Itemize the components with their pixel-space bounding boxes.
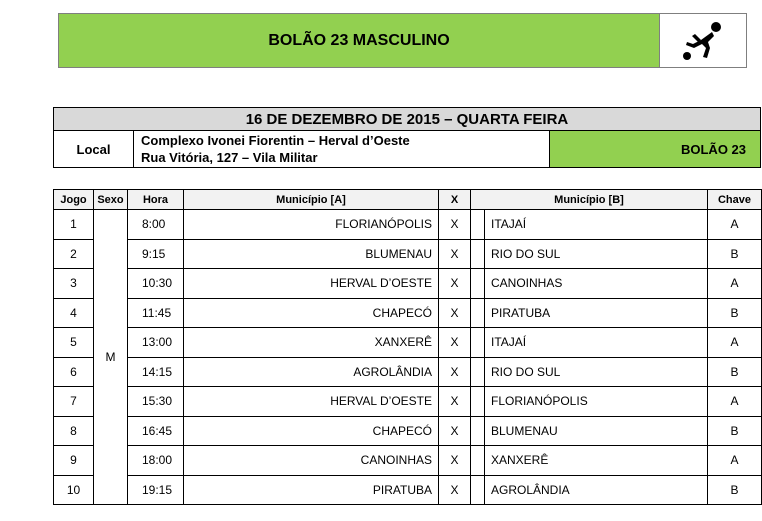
spacer-cell (471, 446, 485, 476)
municipio-a-cell: HERVAL D’OESTE (184, 387, 439, 417)
spacer-cell (471, 475, 485, 505)
municipio-a-cell: XANXERÊ (184, 328, 439, 358)
table-row (54, 475, 762, 505)
table-row (54, 239, 762, 269)
jogo-cell: 6 (54, 357, 94, 387)
jogo-cell: 8 (54, 416, 94, 446)
municipio-a-cell: FLORIANÓPOLIS (184, 210, 439, 240)
address (134, 131, 550, 168)
hora-cell: 18:00 (128, 446, 184, 476)
x-cell: X (439, 298, 471, 328)
table-row (54, 328, 762, 358)
jogo-cell: 1 (54, 210, 94, 240)
games-table (53, 189, 762, 505)
x-cell: X (439, 446, 471, 476)
municipio-b-cell: AGROLÂNDIA (485, 475, 708, 505)
jogo-cell: 9 (54, 446, 94, 476)
address-line-1: Complexo Ivonei Fiorentin – Herval d’Oeste (141, 133, 410, 148)
table-row (54, 357, 762, 387)
municipio-a-cell: PIRATUBA (184, 475, 439, 505)
chave-cell: B (708, 416, 762, 446)
chave-cell: A (708, 269, 762, 299)
header-municipio-b: Município [B] (471, 190, 708, 210)
jogo-cell: 7 (54, 387, 94, 417)
date-line: 16 DE DEZEMBRO DE 2015 – QUARTA FEIRA (54, 108, 761, 131)
header-hora: Hora (128, 190, 184, 210)
chave-cell: B (708, 239, 762, 269)
page-title: BOLÃO 23 MASCULINO (59, 14, 660, 67)
municipio-a-cell: AGROLÂNDIA (184, 357, 439, 387)
municipio-a-cell: CANOINHAS (184, 446, 439, 476)
header-x: X (439, 190, 471, 210)
header-municipio-a: Município [A] (184, 190, 439, 210)
municipio-a-cell: HERVAL D’OESTE (184, 269, 439, 299)
table-header (54, 190, 762, 210)
sexo-cell: M (94, 210, 128, 505)
municipio-b-cell: RIO DO SUL (485, 239, 708, 269)
municipio-b-cell: ITAJAÍ (485, 328, 708, 358)
municipio-b-cell: CANOINHAS (485, 269, 708, 299)
municipio-a-cell: CHAPECÓ (184, 416, 439, 446)
table-row (54, 416, 762, 446)
hora-cell: 8:00 (128, 210, 184, 240)
chave-cell: A (708, 387, 762, 417)
chave-cell: A (708, 446, 762, 476)
table-row (54, 446, 762, 476)
x-cell: X (439, 269, 471, 299)
bowler-icon (660, 14, 746, 67)
header-sexo: Sexo (94, 190, 128, 210)
jogo-cell: 2 (54, 239, 94, 269)
local-label: Local (54, 131, 134, 168)
jogo-cell: 4 (54, 298, 94, 328)
spacer-cell (471, 239, 485, 269)
hora-cell: 15:30 (128, 387, 184, 417)
chave-cell: B (708, 357, 762, 387)
table-row (54, 210, 762, 240)
hora-cell: 11:45 (128, 298, 184, 328)
municipio-b-cell: FLORIANÓPOLIS (485, 387, 708, 417)
municipio-a-cell: CHAPECÓ (184, 298, 439, 328)
x-cell: X (439, 416, 471, 446)
venue-label: BOLÃO 23 (550, 131, 761, 168)
table-row (54, 387, 762, 417)
spacer-cell (471, 328, 485, 358)
table-row (54, 269, 762, 299)
header-banner (58, 13, 747, 68)
x-cell: X (439, 239, 471, 269)
municipio-b-cell: XANXERÊ (485, 446, 708, 476)
hora-cell: 10:30 (128, 269, 184, 299)
spacer-cell (471, 357, 485, 387)
municipio-b-cell: RIO DO SUL (485, 357, 708, 387)
header-jogo: Jogo (54, 190, 94, 210)
table-row (54, 298, 762, 328)
spacer-cell (471, 269, 485, 299)
municipio-b-cell: BLUMENAU (485, 416, 708, 446)
x-cell: X (439, 475, 471, 505)
municipio-a-cell: BLUMENAU (184, 239, 439, 269)
hora-cell: 16:45 (128, 416, 184, 446)
chave-cell: B (708, 298, 762, 328)
x-cell: X (439, 387, 471, 417)
municipio-b-cell: PIRATUBA (485, 298, 708, 328)
info-table (53, 107, 761, 168)
hora-cell: 9:15 (128, 239, 184, 269)
chave-cell: A (708, 210, 762, 240)
spacer-cell (471, 210, 485, 240)
municipio-b-cell: ITAJAÍ (485, 210, 708, 240)
hora-cell: 19:15 (128, 475, 184, 505)
spacer-cell (471, 298, 485, 328)
chave-cell: A (708, 328, 762, 358)
x-cell: X (439, 328, 471, 358)
address-line-2: Rua Vitória, 127 – Vila Militar (141, 150, 318, 165)
jogo-cell: 10 (54, 475, 94, 505)
chave-cell: B (708, 475, 762, 505)
hora-cell: 14:15 (128, 357, 184, 387)
jogo-cell: 5 (54, 328, 94, 358)
spacer-cell (471, 387, 485, 417)
x-cell: X (439, 210, 471, 240)
x-cell: X (439, 357, 471, 387)
hora-cell: 13:00 (128, 328, 184, 358)
jogo-cell: 3 (54, 269, 94, 299)
header-chave: Chave (708, 190, 762, 210)
spacer-cell (471, 416, 485, 446)
